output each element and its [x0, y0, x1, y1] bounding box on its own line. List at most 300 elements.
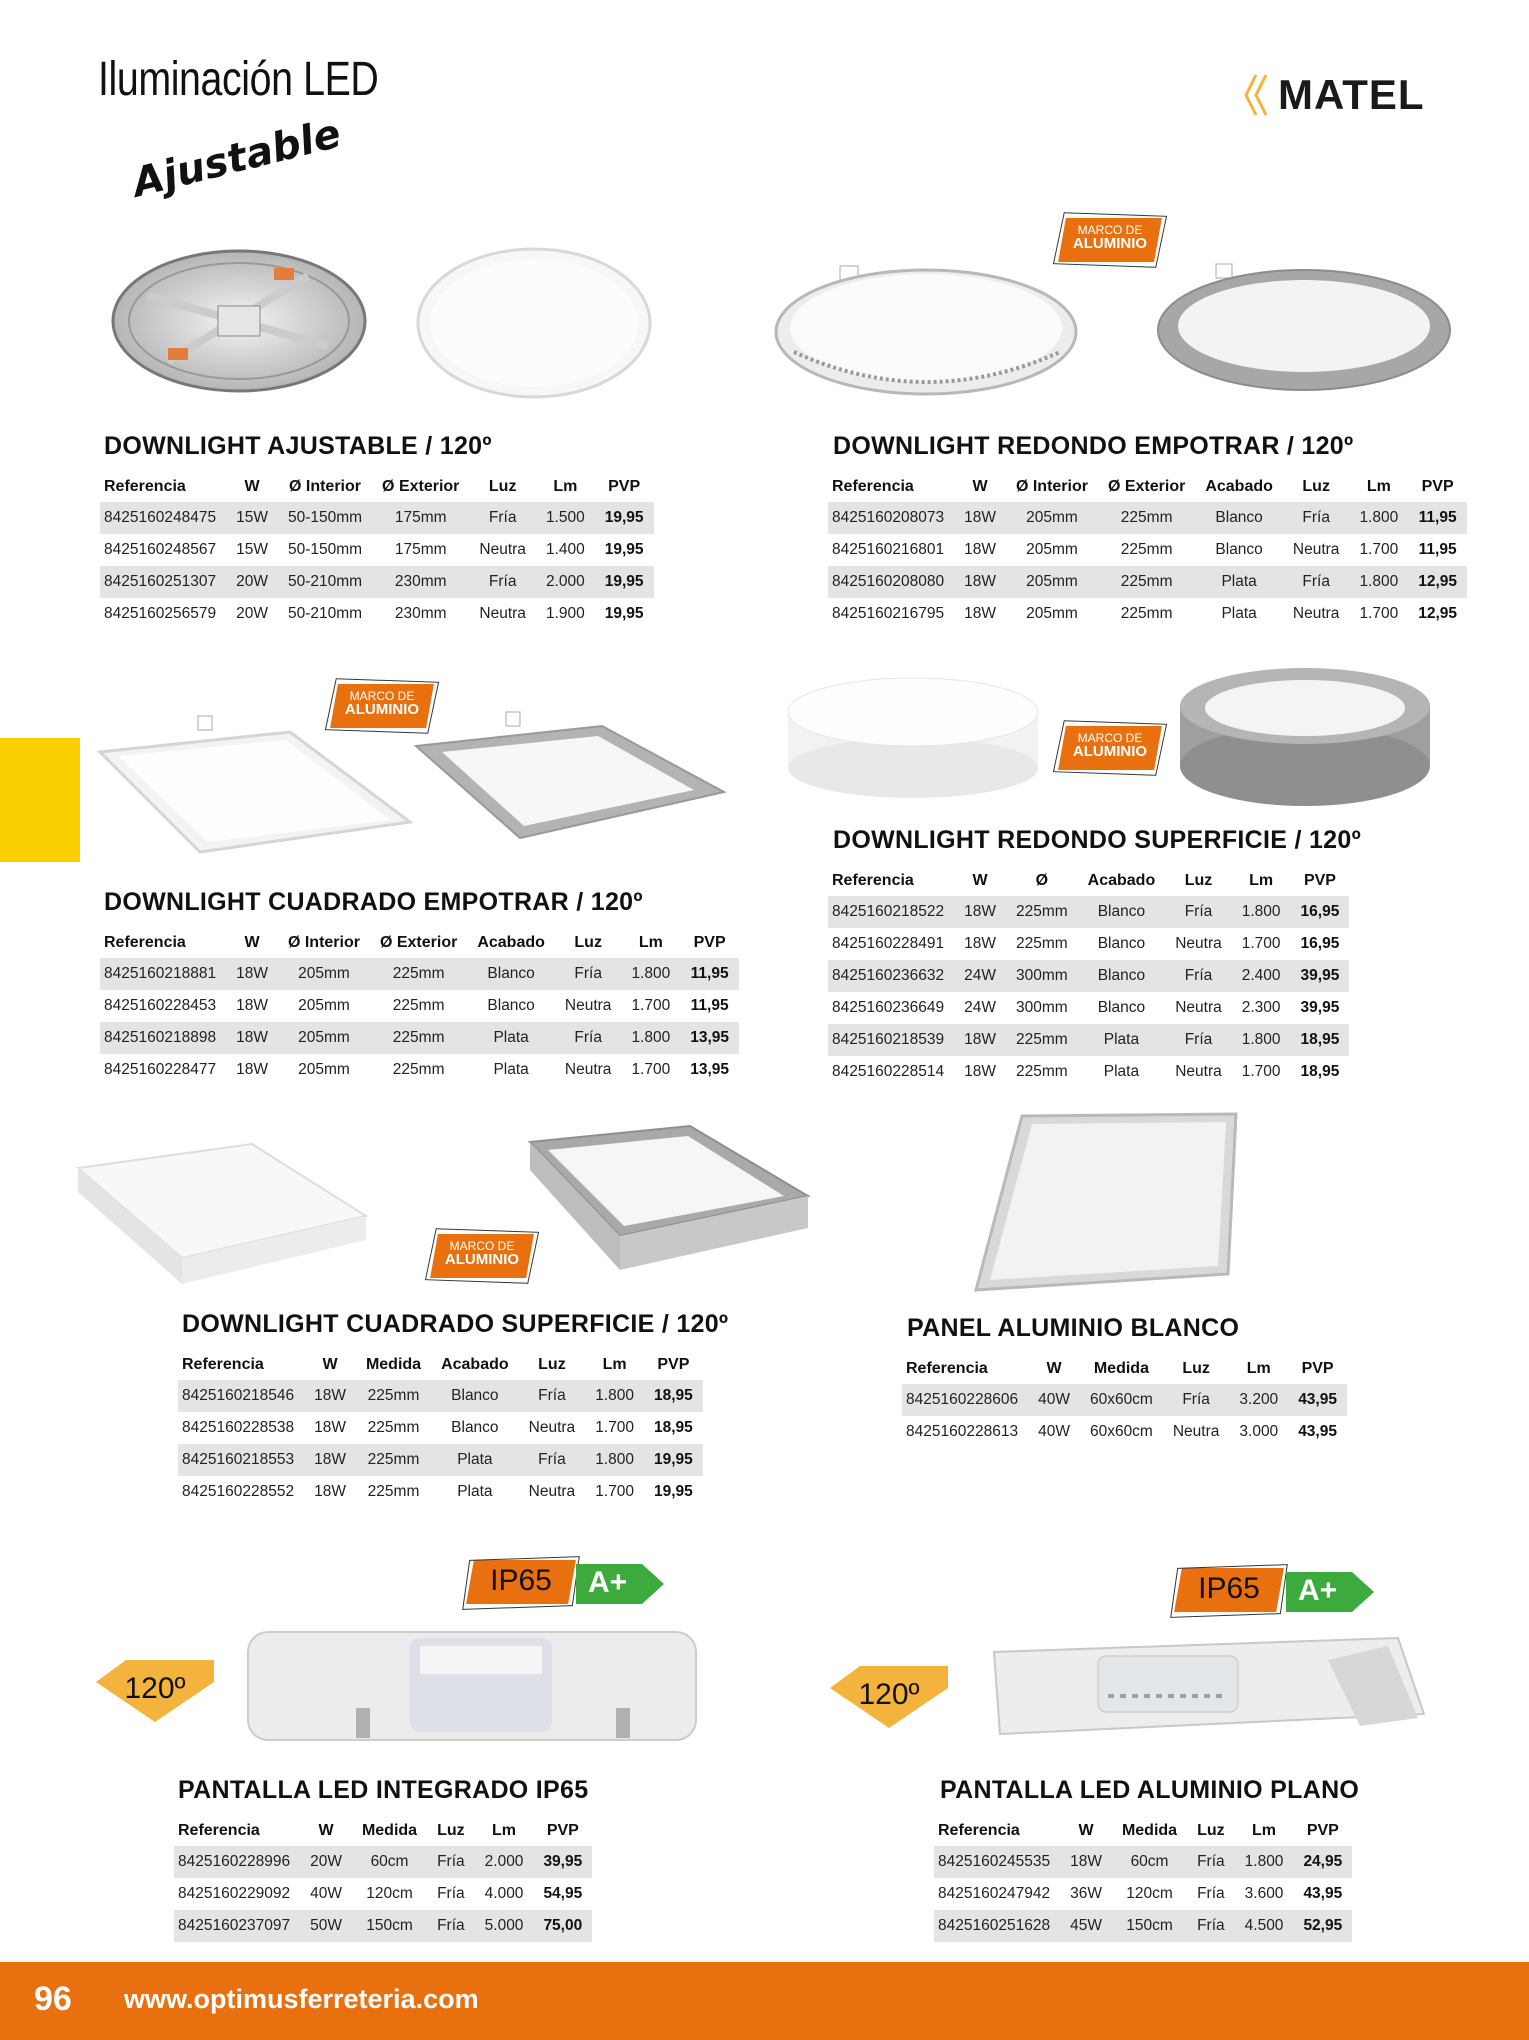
table-cell: 15W [236, 541, 268, 558]
table-cell: Blanco [1078, 960, 1166, 992]
column-header: Luz [538, 1356, 566, 1373]
price-cell: 43,95 [1298, 1423, 1337, 1440]
section-title-downlight-redondo-empotrar: DOWNLIGHT REDONDO EMPOTRAR / 120º [833, 432, 1354, 460]
angle-120-badge: 120º [830, 1666, 948, 1728]
table-cell: 225mm [1015, 1063, 1068, 1080]
table-cell: Plata [431, 1444, 519, 1476]
column-header: PVP [546, 1822, 579, 1839]
price-cell: 18,95 [644, 1380, 703, 1412]
table-cell: Blanco [451, 1419, 499, 1436]
table-cell: 225mm [392, 997, 445, 1014]
table-cell: Neutra [564, 1061, 612, 1078]
table-cell: 18W [964, 541, 996, 558]
table-cell: 205mm [1026, 605, 1078, 622]
table-cell: 8425160228552 [182, 1483, 295, 1500]
table-cell: 1.800 [621, 958, 680, 990]
table-cell: 1.700 [1359, 541, 1399, 558]
table-cell: 18W [954, 502, 1006, 534]
table-cell: 1.800 [1232, 1024, 1291, 1056]
table-cell: 50-210mm [287, 605, 363, 622]
table-row [828, 992, 1349, 1024]
table-row [174, 1846, 592, 1878]
table-cell: 60x60cm [1089, 1423, 1153, 1440]
price-cell: 18,95 [1300, 1063, 1340, 1080]
table-cell: 225mm [367, 1419, 420, 1436]
table-cell: 1.700 [1241, 1063, 1281, 1080]
table-cell: 18W [954, 1024, 1006, 1056]
column-header: W [244, 478, 260, 495]
table-cell: 1.700 [1241, 935, 1281, 952]
table-cell: 8425160228477 [104, 1061, 217, 1078]
table-cell: 8425160218881 [100, 958, 226, 990]
table-cell: 8425160208073 [828, 502, 954, 534]
table-cell: 3.000 [1239, 1423, 1279, 1440]
section-title-pantalla-led-integrado-ip65: PANTALLA LED INTEGRADO IP65 [178, 1776, 589, 1804]
table-row [934, 1878, 1352, 1910]
table-row [828, 928, 1349, 960]
marco-aluminio-badge: MARCO DE ALUMINIO [430, 1230, 534, 1284]
energy-rating-badge: A+ [576, 1564, 666, 1604]
table-downlight-redondo-empotrar [828, 472, 1467, 630]
table-row [178, 1412, 703, 1444]
table-pantalla-led-integrado-ip65 [174, 1816, 592, 1942]
table-cell: Fría [427, 1910, 475, 1942]
table-cell: 120cm [366, 1885, 413, 1902]
table-cell: 60x60cm [1080, 1384, 1163, 1416]
table-row [178, 1380, 703, 1412]
table-row [828, 598, 1467, 630]
table-cell: 8425160218522 [828, 896, 954, 928]
table-cell: Fría [1197, 1885, 1225, 1902]
table-row [828, 1056, 1349, 1088]
table-cell: Fría [1165, 960, 1232, 992]
price-cell: 39,95 [1300, 999, 1340, 1016]
table-cell: 4.500 [1235, 1910, 1294, 1942]
table-row [100, 958, 739, 990]
price-cell: 13,95 [680, 1022, 739, 1054]
table-cell: Fría [1283, 566, 1350, 598]
table-row [934, 1910, 1352, 1942]
table-cell: 225mm [1098, 502, 1195, 534]
downlight-cuadrado-empotrar-silver-image [412, 708, 728, 858]
table-cell: Neutra [479, 605, 526, 622]
section-title-downlight-redondo-superficie: DOWNLIGHT REDONDO SUPERFICIE / 120º [833, 826, 1362, 854]
table-cell: 225mm [1120, 605, 1173, 622]
column-header: Luz [437, 1822, 465, 1839]
table-header-row [100, 472, 654, 502]
table-cell: 1.800 [1349, 502, 1408, 534]
column-header: Luz [488, 478, 517, 495]
price-cell: 18,95 [653, 1419, 693, 1436]
table-cell: 8425160228538 [182, 1419, 295, 1436]
table-panel-aluminio-blanco [902, 1354, 1347, 1448]
table-cell: 50-150mm [278, 502, 372, 534]
table-cell: 1.700 [595, 1419, 634, 1436]
table-cell: 225mm [1120, 541, 1173, 558]
column-header: PVP [693, 934, 726, 951]
column-header: Referencia [178, 1822, 260, 1839]
price-cell: 52,95 [1293, 1910, 1352, 1942]
table-cell: Fría [1163, 1384, 1230, 1416]
price-cell: 11,95 [1418, 541, 1457, 558]
column-header: Luz [1302, 478, 1330, 495]
column-header: Luz [1182, 1360, 1210, 1377]
column-header: Referencia [938, 1822, 1020, 1839]
table-cell: Blanco [1215, 541, 1263, 558]
table-cell: 1.700 [595, 1483, 634, 1500]
column-header: Lm [1249, 872, 1274, 889]
column-header: Lm [1252, 1822, 1277, 1839]
table-downlight-cuadrado-empotrar [100, 928, 739, 1086]
column-header: W [322, 1356, 338, 1373]
table-cell: 24W [954, 960, 1006, 992]
table-cell: 18W [304, 1444, 356, 1476]
table-cell: 2.300 [1241, 999, 1281, 1016]
table-cell: Neutra [1292, 541, 1340, 558]
table-cell: 1.800 [621, 1022, 680, 1054]
table-cell: 225mm [1006, 896, 1078, 928]
table-cell: 8425160218546 [178, 1380, 304, 1412]
table-cell: 225mm [370, 1022, 467, 1054]
table-row [100, 502, 654, 534]
table-cell: Blanco [1097, 935, 1146, 952]
table-row [100, 566, 654, 598]
table-cell: 300mm [1006, 960, 1078, 992]
price-cell: 16,95 [1291, 896, 1350, 928]
table-cell: 18W [314, 1419, 346, 1436]
table-cell: 225mm [392, 1061, 445, 1078]
table-header-row [828, 472, 1467, 502]
table-header-row [902, 1354, 1347, 1384]
price-cell: 19,95 [595, 566, 654, 598]
column-header: Luz [574, 934, 602, 951]
column-header: Referencia [104, 478, 186, 495]
column-header: Luz [1197, 1822, 1225, 1839]
table-cell: 20W [226, 566, 278, 598]
table-cell: 8425160228613 [906, 1423, 1019, 1440]
table-cell: 8425160228606 [902, 1384, 1028, 1416]
table-cell: 8425160218898 [100, 1022, 226, 1054]
table-cell: 4.000 [484, 1885, 524, 1902]
table-cell: 1.400 [545, 541, 585, 558]
table-cell: 8425160228491 [832, 935, 945, 952]
table-cell: 40W [310, 1885, 342, 1902]
column-header: PVP [1421, 478, 1454, 495]
table-cell: Blanco [431, 1380, 519, 1412]
table-row [100, 1054, 739, 1086]
angle-120-badge: 120º [96, 1660, 214, 1722]
column-header: PVP [1306, 1822, 1339, 1839]
table-cell: 18W [304, 1380, 356, 1412]
table-row [100, 990, 739, 1022]
table-row [828, 502, 1467, 534]
price-cell: 39,95 [533, 1846, 592, 1878]
column-header: Lm [492, 1822, 517, 1839]
table-cell: Plata [493, 1061, 529, 1078]
price-cell: 11,95 [680, 958, 739, 990]
table-cell: 8425160236649 [832, 999, 945, 1016]
table-cell: 230mm [394, 605, 447, 622]
table-cell: Plata [1078, 1024, 1166, 1056]
column-header: Lm [602, 1356, 627, 1373]
table-cell: 40W [1028, 1384, 1080, 1416]
column-header: Medida [1121, 1822, 1178, 1839]
table-cell: 18W [954, 896, 1006, 928]
table-cell: 5.000 [475, 1910, 534, 1942]
table-cell: 225mm [370, 958, 467, 990]
energy-rating-badge: A+ [1286, 1572, 1376, 1612]
marco-aluminio-badge: MARCO DE ALUMINIO [1058, 214, 1162, 268]
column-header: Referencia [182, 1356, 264, 1373]
table-cell: 8425160218539 [828, 1024, 954, 1056]
column-header: Medida [1093, 1360, 1149, 1377]
table-cell: 18W [954, 566, 1006, 598]
downlight-cuadrado-superficie-white-image [72, 1134, 372, 1288]
column-header: Ø Interior [287, 934, 360, 951]
table-cell: 18W [236, 1061, 268, 1078]
website-link[interactable]: www.optimusferreteria.com [124, 1984, 479, 2014]
table-cell: 50W [300, 1910, 352, 1942]
table-cell: Plata [1103, 1063, 1140, 1080]
downlight-ajustable-front-image [414, 246, 654, 400]
column-header: Acabado [477, 934, 545, 951]
table-cell: 24W [964, 999, 996, 1016]
table-cell: Fría [1187, 1910, 1235, 1942]
table-cell: 18W [226, 1022, 278, 1054]
section-title-downlight-cuadrado-superficie: DOWNLIGHT CUADRADO SUPERFICIE / 120º [182, 1310, 729, 1338]
table-cell: 45W [1060, 1910, 1112, 1942]
table-cell: Fría [1165, 896, 1232, 928]
table-cell: Fría [437, 1885, 465, 1902]
table-row [828, 1024, 1349, 1056]
column-header: W [318, 1822, 334, 1839]
column-header: Lm [638, 934, 663, 951]
table-cell: 60cm [352, 1846, 427, 1878]
table-cell: 18W [964, 935, 996, 952]
downlight-cuadrado-empotrar-white-image [90, 712, 420, 862]
section-title-panel-aluminio-blanco: PANEL ALUMINIO BLANCO [907, 1314, 1240, 1342]
table-row [902, 1416, 1347, 1448]
table-cell: 1.900 [545, 605, 585, 622]
table-header-row [178, 1350, 703, 1380]
downlight-ajustable-back-image [108, 246, 370, 396]
table-cell: Blanco [467, 958, 555, 990]
column-header: Ø Exterior [379, 934, 458, 951]
table-cell: 18W [236, 997, 268, 1014]
table-row [100, 1022, 739, 1054]
section-title-downlight-cuadrado-empotrar: DOWNLIGHT CUADRADO EMPOTRAR / 120º [104, 888, 643, 916]
table-cell: 50-210mm [278, 566, 372, 598]
table-cell: 18W [226, 958, 278, 990]
table-cell: Neutra [1175, 1063, 1222, 1080]
price-cell: 11,95 [690, 997, 729, 1014]
table-cell: Fría [519, 1444, 586, 1476]
table-cell: 225mm [367, 1483, 420, 1500]
price-cell: 19,95 [604, 541, 644, 558]
column-header: PVP [1301, 1360, 1334, 1377]
table-cell: 20W [300, 1846, 352, 1878]
page-title: Iluminación LED [98, 53, 379, 106]
page-number: 96 [34, 1980, 72, 2018]
table-cell: Neutra [564, 997, 612, 1014]
table-cell: 205mm [298, 997, 350, 1014]
table-cell: Fría [555, 1022, 622, 1054]
table-cell: 36W [1070, 1885, 1102, 1902]
table-row [828, 534, 1467, 566]
table-cell: Blanco [1097, 999, 1146, 1016]
column-header: Medida [365, 1356, 422, 1373]
table-cell: 8425160251307 [100, 566, 226, 598]
table-cell: 15W [226, 502, 278, 534]
table-cell: 225mm [356, 1380, 431, 1412]
table-cell: 205mm [278, 958, 370, 990]
downlight-redondo-superficie-white-image [784, 672, 1042, 804]
column-header: PVP [1303, 872, 1336, 889]
table-cell: 1.800 [1232, 896, 1291, 928]
table-cell: 225mm [356, 1444, 431, 1476]
table-cell: 8425160247942 [938, 1885, 1051, 1902]
table-cell: Fría [427, 1846, 475, 1878]
section-title-downlight-ajustable: DOWNLIGHT AJUSTABLE / 120º [104, 432, 492, 460]
column-header: W [972, 478, 988, 495]
column-header: W [972, 872, 988, 889]
table-header-row [934, 1816, 1352, 1846]
table-cell: 8425160208080 [828, 566, 954, 598]
price-cell: 19,95 [653, 1483, 693, 1500]
table-cell: 120cm [1126, 1885, 1173, 1902]
table-row [178, 1476, 703, 1508]
table-cell: 1.800 [1235, 1846, 1294, 1878]
table-cell: 3.600 [1244, 1885, 1284, 1902]
table-cell: 1.800 [585, 1444, 644, 1476]
table-cell: 300mm [1015, 999, 1068, 1016]
price-cell: 13,95 [690, 1061, 730, 1078]
price-cell: 12,95 [1418, 605, 1458, 622]
column-header: PVP [608, 478, 641, 495]
table-cell: 8425160251628 [934, 1910, 1060, 1942]
table-row [178, 1444, 703, 1476]
table-cell: Blanco [1195, 502, 1283, 534]
column-header: W [244, 934, 260, 951]
table-cell: 40W [1038, 1423, 1070, 1440]
table-cell: 175mm [394, 541, 447, 558]
table-cell: 8425160248567 [104, 541, 217, 558]
table-cell: Neutra [528, 1483, 576, 1500]
table-cell: Fría [555, 958, 622, 990]
price-cell: 43,95 [1288, 1384, 1347, 1416]
column-header: Medida [361, 1822, 418, 1839]
price-cell: 39,95 [1291, 960, 1350, 992]
table-row [934, 1846, 1352, 1878]
table-cell: 175mm [372, 502, 469, 534]
table-header-row [174, 1816, 592, 1846]
table-row [828, 566, 1467, 598]
panel-aluminio-blanco-image [960, 1112, 1240, 1294]
column-header: Lm [553, 478, 578, 495]
table-cell: 3.200 [1229, 1384, 1288, 1416]
table-downlight-cuadrado-superficie [178, 1350, 703, 1508]
downlight-redondo-empotrar-white-image [774, 262, 1080, 398]
marco-aluminio-badge: MARCO DE ALUMINIO [1058, 722, 1162, 776]
table-cell: 150cm [352, 1910, 427, 1942]
table-cell: 1.800 [585, 1380, 644, 1412]
table-cell: 205mm [278, 1022, 370, 1054]
chevron-logo-icon [1242, 71, 1272, 119]
table-cell: Plata [1221, 605, 1257, 622]
table-cell: Fría [1283, 502, 1350, 534]
table-cell: 225mm [1098, 566, 1195, 598]
table-cell: Blanco [487, 997, 535, 1014]
table-cell: 1.800 [1349, 566, 1408, 598]
column-header: Ø Interior [1015, 478, 1088, 495]
table-cell: 2.000 [536, 566, 595, 598]
table-row [828, 896, 1349, 928]
table-row [902, 1384, 1347, 1416]
ip65-badge: IP65 [1174, 1566, 1284, 1616]
table-cell: 8425160228453 [104, 997, 217, 1014]
table-cell: 205mm [1026, 541, 1078, 558]
table-cell: 205mm [298, 1061, 350, 1078]
table-cell: 18W [1060, 1846, 1112, 1878]
price-cell: 18,95 [1291, 1024, 1350, 1056]
table-cell: 20W [236, 605, 268, 622]
table-cell: 1.700 [631, 1061, 671, 1078]
table-cell: 8425160245535 [934, 1846, 1060, 1878]
price-cell: 19,95 [604, 605, 644, 622]
table-row [828, 960, 1349, 992]
section-side-tab [0, 738, 80, 862]
table-cell: 8425160216795 [832, 605, 945, 622]
table-cell: Fría [469, 566, 536, 598]
table-cell: 8425160216801 [832, 541, 945, 558]
table-cell: Neutra [1175, 935, 1222, 952]
table-cell: Neutra [1172, 1423, 1220, 1440]
table-cell: 8425160248475 [100, 502, 226, 534]
column-header: W [1046, 1360, 1062, 1377]
price-cell: 11,95 [1408, 502, 1467, 534]
price-cell: 12,95 [1408, 566, 1467, 598]
table-downlight-ajustable [100, 472, 654, 630]
table-cell: 225mm [1006, 1024, 1078, 1056]
table-cell: Fría [519, 1380, 586, 1412]
column-header: Acabado [441, 1356, 509, 1373]
table-cell: Plata [1195, 566, 1283, 598]
marco-aluminio-badge: MARCO DE ALUMINIO [330, 680, 434, 734]
table-pantalla-led-aluminio-plano [934, 1816, 1352, 1942]
table-row [174, 1878, 592, 1910]
logo-text: MATEL [1278, 71, 1425, 118]
table-cell: Plata [467, 1022, 555, 1054]
table-cell: Neutra [1292, 605, 1340, 622]
table-row [100, 534, 654, 566]
downlight-redondo-empotrar-silver-image [1156, 262, 1454, 394]
price-cell: 43,95 [1303, 1885, 1343, 1902]
table-cell: 1.700 [631, 997, 671, 1014]
table-cell: 60cm [1112, 1846, 1187, 1878]
price-cell: 19,95 [595, 502, 654, 534]
price-cell: 54,95 [543, 1885, 583, 1902]
table-row [174, 1910, 592, 1942]
section-title-pantalla-led-aluminio-plano: PANTALLA LED ALUMINIO PLANO [940, 1776, 1360, 1804]
table-cell: 8425160218553 [178, 1444, 304, 1476]
column-header: Referencia [832, 872, 914, 889]
column-header: Referencia [906, 1360, 988, 1377]
table-cell: Plata [457, 1483, 493, 1500]
table-cell: 8425160256579 [104, 605, 217, 622]
downlight-redondo-superficie-silver-image [1170, 662, 1440, 814]
table-cell: Fría [469, 502, 536, 534]
column-header: Referencia [104, 934, 186, 951]
